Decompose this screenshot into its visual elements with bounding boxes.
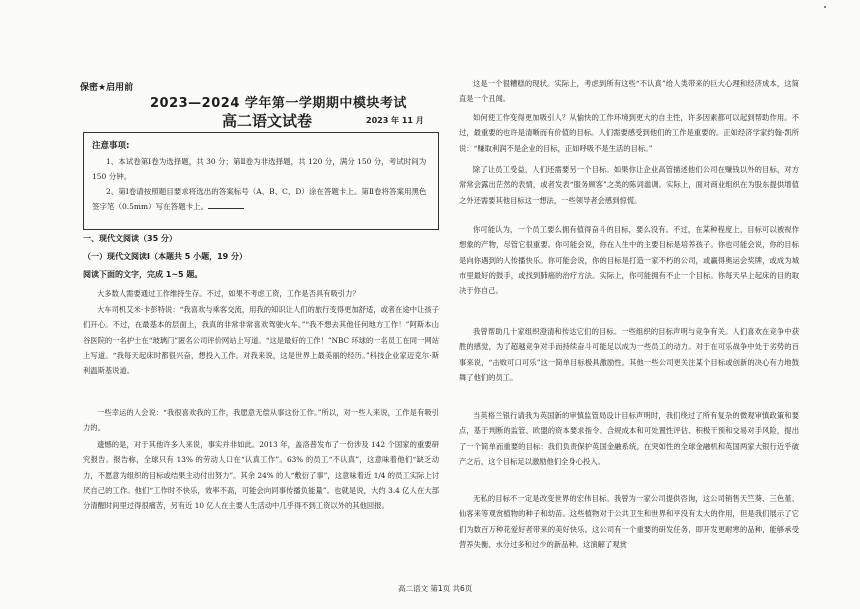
section-heading-2: （一）现代文阅读Ⅰ（本题共 5 小题，19 分） <box>83 252 248 261</box>
right-paragraph-3: 除了让员工受益，人们还需要另一个目标。如果你让企业高管描述他们公司在赚钱以外的目标，对方常常会露出茫然的表情，或者发表“服务顾客”之类的陈词滥调。实际上，面对商业组织在为股东提供增值之外还需要其他目标这一想法，一些领导者会感到惊慌。 <box>459 165 799 205</box>
confidential-mark: 保密★启用前 <box>80 83 134 93</box>
notice-box <box>83 132 439 230</box>
exam-title: 2023—2024 学年第一学期期中模块考试 <box>150 96 407 111</box>
page-footer: 高二语文 第1页 共6页 <box>398 584 473 593</box>
section-heading-1: 一、现代文阅读（35 分） <box>83 234 177 243</box>
left-paragraph-3: 一些幸运的人会说：“我很喜欢我的工作，我愿意无偿从事这份工作。”所以，对一些人来说，工作是有吸引力的。 <box>83 408 439 433</box>
right-paragraph-6: 当英格兰银行请我为英国新的审慎监管局设计目标声明时，我们绕过了所有复杂的微观审慎政策和要点，基于判断的监管、欧盟的资本要求指令、合规成本和可处置性评估、积极干预和交易对手风险，提出了一个简单而重要的目标：我们负责保护英国金融系统。在突如性的全球金融机和英国两家大银行近乎破产之后，这个目标足以激励他们全身心投入。 <box>459 411 799 466</box>
left-paragraph-2: 大车司机艾米·卡彭特说：“我喜欢与乘客交流，用我的知识让人们的旅行变得更加舒适，或者在途中让孩子们开心。不过，在最基本的层面上，我真的非常非常喜欢驾驶火车。”“我不想去其他任何地方工作！”阿斯本山谷医院的一名护士在“玻璃门”匿名公司评价网站上写道。“这是最好的工作！”NBC 环球的一名员工在同一网站上写道。“我每天起床时都很兴奋，想投入工作。对我来说，这是世界上最美丽的经历。”科技企业家迈克尔·斯利温斯基说道。 <box>83 305 439 376</box>
right-paragraph-7: 无私的目标不一定是改变世界的宏伟目标。我曾为一家公司提供咨询，这公司销售天竺葵、三色堇、仙客来等观赏植物的种子和幼苗。这些植物对于公共卫生和世界和平没有太大的作用，但是我们展示了它们为数百万种花爱好者带来的美好快乐。这公司有一个重要的研发任务，即开发更耐寒的品种，能够承受营养失衡、水分过多和过少的新品种。这演解了观赏 <box>459 494 799 549</box>
notice-item-2: 2、第Ⅰ卷请按照题目要求将选出的答案标号（A、B、C、D）涂在答题卡上。第Ⅱ卷将答案用黑色签字笔（0.5mm）写在答题卡上。 <box>92 187 427 211</box>
reading-instruction: 阅读下面的文字，完成 1~5 题。 <box>83 270 203 279</box>
right-paragraph-2: 如何使工作变得更加吸引人？从愉快的工作环境到更大的自主性，许多因素都可以起到帮助作用。不过，最重要的也许是清晰而有价值的目标。人们需要感受到他们的工作是重要的。正如经济学家约翰·凯所说：“赚取利润不是企业的目标，正如呼吸不是生活的目标。” <box>459 113 799 153</box>
notice-heading: 注意事项: <box>92 141 130 151</box>
right-paragraph-4: 你可能认为，一个员工要么拥有值得奋斗的目标，要么没有。不过，在某种程度上，目标可以被视作想象的产物，尽管它很重要。你可能会说，你在人生中的主要目标是培养孩子。你也可能会说，你的目标是向你遇到的人传播快乐。你可能会说，你的目标是打造一家不朽的公司，或赢得奥运会奖牌，或成为城市里最好的鼓手，或找到肺癌的治疗方法。实际上，你可能拥有不止一个目标。你每天早上起床的目的取决于你自己。 <box>459 225 799 296</box>
notice-item-1: 1、本试卷第Ⅰ卷为选择题，共 30 分；第Ⅱ卷为非选择题，共 120 分，满分 150 分，考试时间为 150 分钟。 <box>92 157 427 181</box>
right-paragraph-1: 这是一个很糟糕的现状。实际上，考虑到所有这些“不认真”给人类带来的巨大心理和经济成本，这简直是一个丑闻。 <box>459 79 799 104</box>
left-paragraph-1: 大多数人需要通过工作维持生存。不过，如果不考虑工资，工作是否具有吸引力？ <box>97 289 360 298</box>
blank-line <box>208 200 244 209</box>
left-paragraph-4: 遗憾的是，对于其他许多人来说，事实并非如此。2013 年，盖洛普发布了一份涉及 142 个国家的重要研究报告。报告称，全球只有 13% 的劳动人口在“认真工作”。63% 的员工“不认真”，这意味着他们“缺乏动力，不愿意为组织的目标或结果主动付出努力”。其余 24% 的人“敷衍了事”，这意味着近 1/4 的员工实际上讨厌自己的工作。他们“工作时不快乐，效率不高，可能会向同事传播负能量”。也就是说，大约 3.4 亿人在大部分清醒时间里过得很痛苦，另有近 10 亿人在主要人生活动中几乎得不到工资以外的其他回报。 <box>83 440 439 511</box>
exam-date: 2023 年 11 月 <box>366 116 424 125</box>
right-paragraph-5: 我曾帮助几十家组织澄清和传达它们的目标。一些组织的目标声明与竞争有关。人们喜欢在竞争中获胜的感觉，为了超越竞争对手而持续奋斗可能足以成为一些员工的动力。对于在可乐战争中处于劣势的百事来说，“击败可口可乐”这一简单目标极具激励性。其他一些公司更关注某个目标或创新的决心有力地鼓舞了他们的员工。 <box>459 327 799 382</box>
exam-subtitle: 高二语文试卷 <box>222 112 313 130</box>
scan-speck <box>824 6 826 8</box>
